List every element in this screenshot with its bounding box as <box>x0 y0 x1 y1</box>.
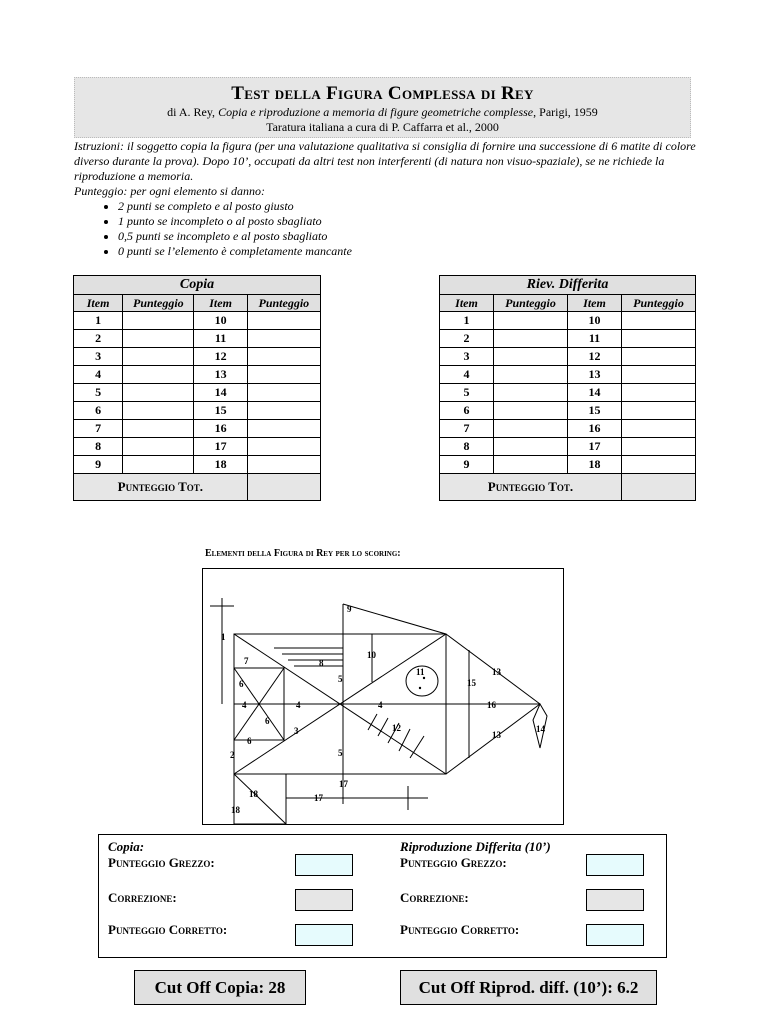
table-caption: Copia <box>74 276 321 295</box>
item-number: 2 <box>74 330 123 348</box>
score-cell[interactable] <box>123 420 194 438</box>
total-label: Punteggio Tot. <box>74 474 248 501</box>
score-cell[interactable] <box>247 366 320 384</box>
item-number: 17 <box>568 438 622 456</box>
score-cell[interactable] <box>123 384 194 402</box>
figure-label: 13 <box>492 730 501 740</box>
table-row <box>74 384 321 402</box>
item-number: 17 <box>194 438 247 456</box>
score-cell[interactable] <box>123 402 194 420</box>
figure-lines <box>210 598 547 824</box>
table-row <box>74 438 321 456</box>
figure-label: 5 <box>338 748 343 758</box>
cutoff-differita: Cut Off Riprod. diff. (10’): 6.2 <box>400 970 657 1005</box>
score-cell[interactable] <box>123 366 194 384</box>
score-cell[interactable] <box>247 402 320 420</box>
figure-label: 3 <box>294 726 299 736</box>
item-number: 11 <box>194 330 247 348</box>
hatch-line <box>378 718 388 736</box>
score-cell[interactable] <box>622 348 696 366</box>
item-number: 5 <box>74 384 123 402</box>
score-cell[interactable] <box>494 438 568 456</box>
column-header: Punteggio <box>494 295 568 312</box>
table-row <box>440 384 696 402</box>
column-header: Punteggio <box>247 295 320 312</box>
score-cell[interactable] <box>494 420 568 438</box>
scoring-rule: • 2 punti se completo e al posto giusto <box>118 199 696 214</box>
score-cell[interactable] <box>622 402 696 420</box>
differita-rows <box>440 312 696 474</box>
figure-label: 17 <box>339 779 348 789</box>
score-cell[interactable] <box>622 438 696 456</box>
item-number: 8 <box>440 438 494 456</box>
figure-label: 4 <box>242 700 247 710</box>
item-number: 14 <box>568 384 622 402</box>
item-number: 8 <box>74 438 123 456</box>
figure-label: 15 <box>467 678 476 688</box>
table-row <box>74 348 321 366</box>
dot <box>423 677 425 679</box>
copia-corrected-label: Punteggio Corretto: <box>108 922 228 937</box>
table-row <box>440 438 696 456</box>
copia-heading: Copia: <box>108 839 145 854</box>
table-row <box>74 420 321 438</box>
differita-correction-label: Correzione: <box>400 890 469 905</box>
score-cell[interactable] <box>247 348 320 366</box>
column-header: Punteggio <box>123 295 194 312</box>
figure-label: 11 <box>416 667 425 677</box>
item-number: 2 <box>440 330 494 348</box>
differita-heading: Riproduzione Differita (10’) <box>400 839 551 854</box>
scoring-rule: • 0,5 punti se incompleto e al posto sbagliato <box>118 229 696 244</box>
score-cell[interactable] <box>494 312 568 330</box>
copia-correction-input[interactable] <box>295 889 353 911</box>
cutoff-copia: Cut Off Copia: 28 <box>134 970 306 1005</box>
table-row <box>440 456 696 474</box>
score-cell[interactable] <box>494 366 568 384</box>
figure-label: 4 <box>296 700 301 710</box>
score-cell[interactable] <box>622 330 696 348</box>
column-header: Item <box>440 295 494 312</box>
item-number: 4 <box>74 366 123 384</box>
figure-label: 14 <box>536 724 545 734</box>
score-cell[interactable] <box>123 348 194 366</box>
figure-label: 16 <box>487 700 496 710</box>
figure-label: 18 <box>249 789 258 799</box>
figure-label: 2 <box>230 750 235 760</box>
copia-score-table <box>73 275 321 501</box>
item-number: 10 <box>568 312 622 330</box>
instructions <box>74 139 696 259</box>
scoring-list <box>74 199 696 259</box>
item-number: 16 <box>194 420 247 438</box>
summary-box <box>98 834 667 958</box>
item-number: 6 <box>74 402 123 420</box>
table-row <box>74 330 321 348</box>
rey-figure <box>202 568 564 825</box>
item-number: 6 <box>440 402 494 420</box>
differita-corrected-input[interactable] <box>586 924 644 946</box>
column-header: Item <box>194 295 247 312</box>
figure-label: 4 <box>378 700 383 710</box>
scoring-rule: • 1 punto se incompleto o al posto sbagliato <box>118 214 696 229</box>
score-cell[interactable] <box>247 420 320 438</box>
item-number: 3 <box>74 348 123 366</box>
score-cell[interactable] <box>622 384 696 402</box>
differita-raw-label: Punteggio Grezzo: <box>400 855 507 870</box>
score-cell[interactable] <box>247 384 320 402</box>
item-number: 18 <box>568 456 622 474</box>
figure-label: 13 <box>492 667 501 677</box>
item-number: 1 <box>74 312 123 330</box>
copia-raw-input[interactable] <box>295 854 353 876</box>
triangle-top <box>343 604 446 634</box>
copia-corrected-input[interactable] <box>295 924 353 946</box>
table-row <box>440 330 696 348</box>
item-number: 9 <box>74 456 123 474</box>
score-cell[interactable] <box>123 438 194 456</box>
item-number: 9 <box>440 456 494 474</box>
differita-correction-input[interactable] <box>586 889 644 911</box>
differita-corrected-label: Punteggio Corretto: <box>400 922 520 937</box>
table-caption: Riev. Differita <box>440 276 696 295</box>
score-cell[interactable] <box>123 312 194 330</box>
item-number: 10 <box>194 312 247 330</box>
figure-label: 9 <box>347 604 352 614</box>
score-cell[interactable] <box>622 366 696 384</box>
item-number: 12 <box>194 348 247 366</box>
item-number: 13 <box>194 366 247 384</box>
figure-label: 12 <box>392 723 401 733</box>
score-cell[interactable] <box>247 312 320 330</box>
figure-title: Elementi della Figura di Rey per lo scoring: <box>205 548 401 559</box>
score-cell[interactable] <box>494 402 568 420</box>
column-header: Item <box>568 295 622 312</box>
score-cell[interactable] <box>247 330 320 348</box>
differita-score-table <box>439 275 696 501</box>
item-number: 1 <box>440 312 494 330</box>
score-cell[interactable] <box>123 456 194 474</box>
total-label: Punteggio Tot. <box>440 474 622 501</box>
item-number: 11 <box>568 330 622 348</box>
column-header: Item <box>74 295 123 312</box>
dot <box>419 687 421 689</box>
item-number: 13 <box>568 366 622 384</box>
item-number: 7 <box>74 420 123 438</box>
score-cell[interactable] <box>494 330 568 348</box>
figure-label: 17 <box>314 793 323 803</box>
square-diagonal <box>234 774 286 824</box>
item-number: 16 <box>568 420 622 438</box>
figure-label: 6 <box>239 679 244 689</box>
column-header: Punteggio <box>622 295 696 312</box>
table-row <box>440 366 696 384</box>
table-row <box>440 402 696 420</box>
page-title: Test della Figura Complessa di Rey <box>231 83 534 104</box>
total-value-cell[interactable] <box>247 474 320 501</box>
circle-dots <box>419 677 425 689</box>
figure-label: 18 <box>231 805 240 815</box>
copia-rows <box>74 312 321 474</box>
table-row <box>74 312 321 330</box>
score-cell[interactable] <box>247 438 320 456</box>
table-row <box>440 312 696 330</box>
item-number: 3 <box>440 348 494 366</box>
table-row <box>74 402 321 420</box>
citation: di A. Rey, Copia e riproduzione a memoria di figure geometriche complesse, Parigi, 1959 <box>167 105 598 119</box>
figure-label: 6 <box>265 716 270 726</box>
figure-label: 7 <box>244 656 249 666</box>
item-number: 15 <box>194 402 247 420</box>
score-cell[interactable] <box>622 420 696 438</box>
scoring-intro: Punteggio: per ogni elemento si danno: <box>74 184 265 198</box>
figure-label: 1 <box>221 632 226 642</box>
instructions-text: Istruzioni: il soggetto copia la figura (per una valutazione qualitativa si consiglia di fornire una successione di 6 matite di colore diverso durante la prova). Dopo 10’, occupati da altri test non interferenti (di natura non visuo-spaziale), se ne richiede la riproduzione a memoria. <box>74 139 696 183</box>
item-number: 4 <box>440 366 494 384</box>
score-cell[interactable] <box>494 348 568 366</box>
figure-label: 10 <box>367 650 376 660</box>
figure-label: 8 <box>319 658 324 668</box>
score-cell[interactable] <box>622 456 696 474</box>
differita-raw-input[interactable] <box>586 854 644 876</box>
score-cell[interactable] <box>622 312 696 330</box>
total-value-cell[interactable] <box>622 474 696 501</box>
copia-raw-label: Punteggio Grezzo: <box>108 855 215 870</box>
taratura-line: Taratura italiana a cura di P. Caffarra et al., 2000 <box>266 120 499 134</box>
score-cell[interactable] <box>247 456 320 474</box>
item-number: 7 <box>440 420 494 438</box>
score-cell[interactable] <box>123 330 194 348</box>
score-cell[interactable] <box>494 384 568 402</box>
item-number: 15 <box>568 402 622 420</box>
figure-label: 5 <box>338 674 343 684</box>
item-number: 12 <box>568 348 622 366</box>
scoring-rule: • 0 punti se l’elemento è completamente mancante <box>118 244 696 259</box>
table-row <box>440 348 696 366</box>
table-row <box>74 456 321 474</box>
item-number: 5 <box>440 384 494 402</box>
figure-label: 6 <box>247 736 252 746</box>
item-number: 14 <box>194 384 247 402</box>
header-box <box>74 77 691 138</box>
copia-correction-label: Correzione: <box>108 890 177 905</box>
figure-labels <box>221 604 546 815</box>
item-number: 18 <box>194 456 247 474</box>
table-row <box>440 420 696 438</box>
score-cell[interactable] <box>494 456 568 474</box>
table-row <box>74 366 321 384</box>
